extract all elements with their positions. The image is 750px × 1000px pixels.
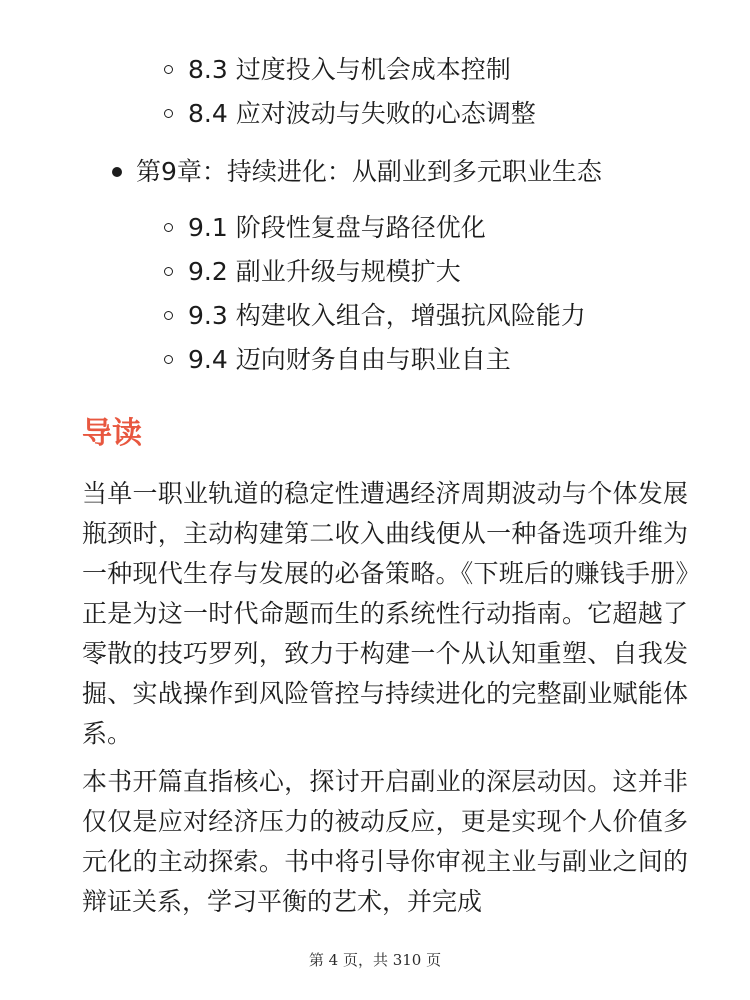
page-number-footer: 第 4 页，共 310 页 [308, 951, 442, 969]
intro-paragraph-1: 当单一职业轨道的稳定性遭遇经济周期波动与个体发展瓶颈时，主动构建第二收入曲线便从一种备选项升维为一种现代生存与发展的必备策略。《下班后的赚钱手册》正是为这一时代命题而生的系统性行动指南。它超越了零散的技巧罗列，致力于构建一个从认知重塑、自我发掘、实战操作到风险管控与持续进化的完整副业赋能体系。 [82, 479, 688, 748]
toc-chapter-9 [0, 157, 602, 187]
hollow-bullet-icon [164, 311, 173, 320]
toc-section-8-3 [0, 55, 536, 85]
hollow-bullet-icon [164, 355, 173, 364]
toc-chapter-title: 第9章：持续进化：从副业到多元职业生态 [136, 157, 602, 186]
solid-bullet-icon [112, 167, 122, 177]
toc-section-9-2 [0, 257, 586, 287]
chapter9-section-list [0, 213, 586, 375]
toc-section-label: 8.3 过度投入与机会成本控制 [188, 55, 511, 84]
intro-paragraph-2: 本书开篇直指核心，探讨开启副业的深层动因。这并非仅仅是应对经济压力的被动反应，更是实现个人价值多元化的主动探索。书中将引导你审视主业与副业之间的辩证关系，学习平衡的艺术，并完成 [82, 767, 688, 916]
toc-section-label: 9.3 构建收入组合，增强抗风险能力 [188, 301, 586, 330]
toc-section-9-3 [0, 301, 586, 331]
hollow-bullet-icon [164, 223, 173, 232]
toc-section-label: 9.4 迈向财务自由与职业自主 [188, 345, 511, 374]
toc-section-label: 8.4 应对波动与失败的心态调整 [188, 99, 536, 128]
toc-section-9-1 [0, 213, 586, 243]
toc-section-label: 9.1 阶段性复盘与路径优化 [188, 213, 486, 242]
chapter8-section-list [0, 55, 536, 129]
toc-section-label: 9.2 副业升级与规模扩大 [188, 257, 461, 286]
hollow-bullet-icon [164, 267, 173, 276]
toc-section-8-4 [0, 99, 536, 129]
hollow-bullet-icon [164, 65, 173, 74]
toc-section-9-4 [0, 345, 586, 375]
intro-heading: 导读 [82, 416, 142, 451]
hollow-bullet-icon [164, 109, 173, 118]
